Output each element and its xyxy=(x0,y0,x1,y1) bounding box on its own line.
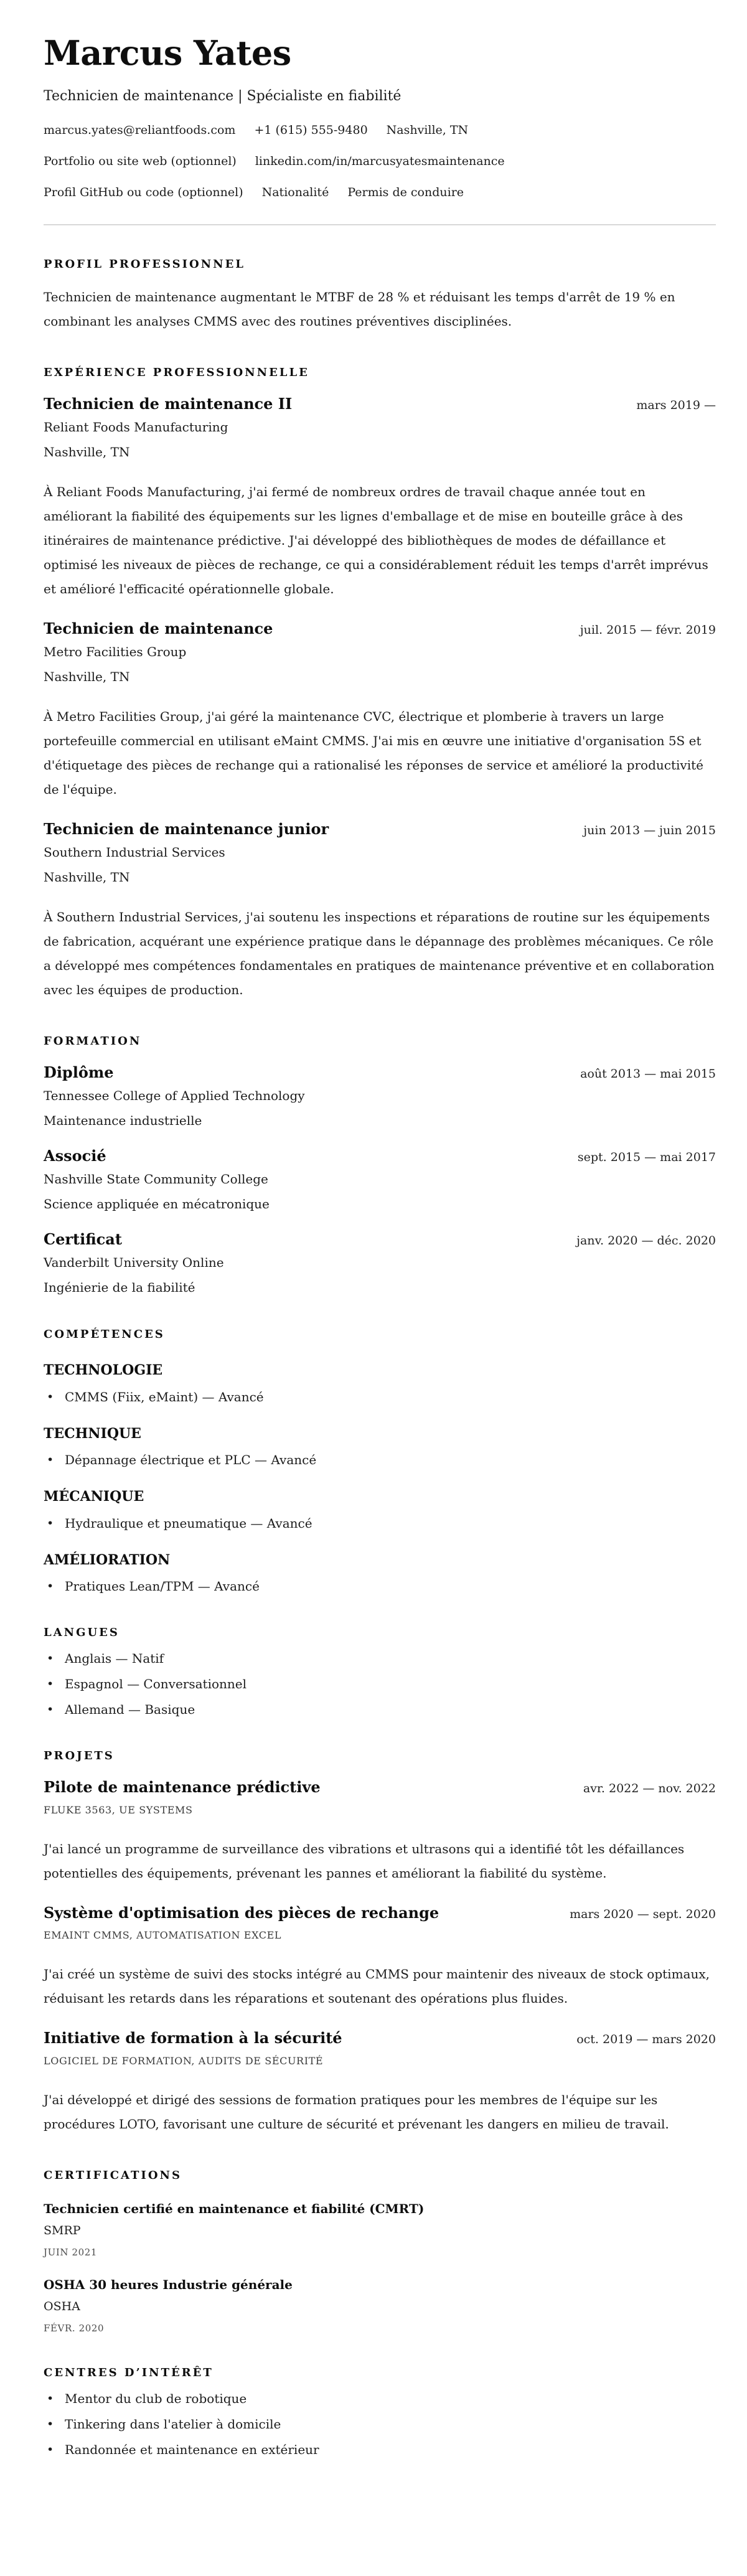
interest-item: • Mentor du club de robotique xyxy=(44,2391,716,2406)
section-profile xyxy=(44,258,716,334)
project-name: Système d'optimisation des pièces de rechange xyxy=(44,1903,439,1922)
skill-item: • CMMS (Fiix, eMaint) — Avancé xyxy=(44,1389,716,1404)
project-description: J'ai créé un système de suivi des stocks intégré au CMMS pour maintenir des niveaux de stock optimaux, réduisant les retards dans les réparations et soutenant des opérations plus fluides. xyxy=(44,1967,710,2006)
certification-issuer: OSHA xyxy=(44,2300,80,2314)
education-dates: août 2013 — mai 2015 xyxy=(580,1067,716,1081)
contact-row-1 xyxy=(44,123,716,137)
job-company: Reliant Foods Manufacturing xyxy=(44,420,228,435)
skill-group-improvement xyxy=(44,1552,716,1594)
language-list xyxy=(44,1651,716,1717)
candidate-headline: Technicien de maintenance | Spécialiste en fiabilité xyxy=(44,88,402,104)
education-entry xyxy=(44,1231,716,1295)
contact-row-3 xyxy=(44,186,716,199)
education-degree: Diplôme xyxy=(44,1063,114,1082)
project-entry xyxy=(44,1904,716,2011)
skill-group-name: MÉCANIQUE xyxy=(44,1488,144,1505)
skill-list xyxy=(44,1389,716,1404)
language-item: • Allemand — Basique xyxy=(44,1702,716,1717)
project-entry xyxy=(44,2029,716,2136)
skill-group-name: TECHNOLOGIE xyxy=(44,1362,163,1379)
interest-item: • Tinkering dans l'atelier à domicile xyxy=(44,2417,716,2432)
project-stack: LOGICIEL DE FORMATION, AUDITS DE SÉCURITÉ xyxy=(44,2055,324,2067)
language-item: • Anglais — Natif xyxy=(44,1651,716,1666)
profile-summary: Technicien de maintenance augmentant le MTBF de 28 % et réduisant les temps d'arrêt de 19 % en combinant les analyses CMMS avec des routines préventives disciplinées. xyxy=(44,289,675,329)
education-degree: Certificat xyxy=(44,1229,122,1248)
section-education xyxy=(44,1035,716,1295)
education-school: Vanderbilt University Online xyxy=(44,1254,224,1270)
certification-entry xyxy=(44,2277,716,2334)
job-entry xyxy=(44,820,716,1002)
section-title-skills: COMPÉTENCES xyxy=(44,1327,165,1341)
education-dates: janv. 2020 — déc. 2020 xyxy=(576,1233,716,1248)
project-dates: oct. 2019 — mars 2020 xyxy=(576,2033,716,2047)
project-entry-head xyxy=(44,1779,716,1797)
section-certifications xyxy=(44,2169,716,2334)
education-degree: Associé xyxy=(44,1147,106,1165)
project-dates: avr. 2022 — nov. 2022 xyxy=(583,1782,716,1796)
education-school: Nashville State Community College xyxy=(44,1171,268,1187)
skill-item: • Hydraulique et pneumatique — Avancé xyxy=(44,1516,716,1531)
interest-item: • Randonnée et maintenance en extérieur xyxy=(44,2442,716,2457)
job-entry xyxy=(44,620,716,802)
skill-item: • Dépannage électrique et PLC — Avancé xyxy=(44,1452,716,1467)
driving-license-placeholder: Permis de conduire xyxy=(347,186,464,200)
project-name: Pilote de maintenance prédictive xyxy=(44,1778,321,1797)
job-location: Nashville, TN xyxy=(44,444,130,460)
certification-issuer: SMRP xyxy=(44,2224,81,2238)
job-company: Metro Facilities Group xyxy=(44,644,187,659)
job-description: À Reliant Foods Manufacturing, j'ai fermé de nombreux ordres de travail chaque année tout en améliorant la fiabilité des équipements sur les lignes d'emballage et de mise en bouteille grâce à des itinéraires de maintenance prédictive. J'ai développé des bibliothèques de modes de défaillance et optimisé les niveaux de pièces de rechange, ce qui a considérablement réduit les temps d'arrêt imprévus et amélioré l'efficacité opérationnelle globale. xyxy=(44,484,708,597)
job-entry-head xyxy=(44,620,716,638)
job-description: À Metro Facilities Group, j'ai géré la maintenance CVC, électrique et plomberie à travers un large portefeuille commercial en utilisant eMaint CMMS. J'ai mis en œuvre une initiative d'organisation 5S et d'étiquetage des pièces de rechange qui a rationalisé les réponses de service et amélioré la productivité de l'équipe. xyxy=(44,708,703,797)
section-title-languages: LANGUES xyxy=(44,1625,120,1639)
job-location: Nashville, TN xyxy=(44,869,130,885)
email: marcus.yates@reliantfoods.com xyxy=(44,123,236,138)
certification-name: OSHA 30 heures Industrie générale xyxy=(44,2277,293,2293)
location: Nashville, TN xyxy=(386,123,469,138)
education-school: Tennessee College of Applied Technology xyxy=(44,1088,305,1104)
education-entry-head xyxy=(44,1231,716,1249)
project-name: Initiative de formation à la sécurité xyxy=(44,2029,342,2047)
education-entry xyxy=(44,1147,716,1212)
candidate-name: Marcus Yates xyxy=(44,33,291,73)
project-dates: mars 2020 — sept. 2020 xyxy=(570,1907,716,1921)
project-description: J'ai lancé un programme de surveillance des vibrations et ultrasons qui a identifié tôt les défaillances potentielles des équipements, prévenant les pannes et améliorant la fiabilité du système. xyxy=(44,1841,685,1881)
project-entry-head xyxy=(44,1904,716,1922)
job-title: Technicien de maintenance junior xyxy=(44,819,329,838)
section-title-projects: PROJETS xyxy=(44,1749,115,1762)
job-title: Technicien de maintenance II xyxy=(44,395,293,413)
job-dates: juin 2013 — juin 2015 xyxy=(583,823,716,837)
skill-group-technical xyxy=(44,1426,716,1467)
job-company: Southern Industrial Services xyxy=(44,844,225,860)
education-entry xyxy=(44,1064,716,1129)
skill-group-mechanical xyxy=(44,1488,716,1530)
contact-row-2 xyxy=(44,154,716,168)
job-title: Technicien de maintenance xyxy=(44,619,273,638)
job-dates: mars 2019 — xyxy=(636,398,716,413)
job-dates: juil. 2015 — févr. 2019 xyxy=(580,623,716,637)
skill-list xyxy=(44,1452,716,1467)
skill-list xyxy=(44,1579,716,1594)
education-entry-head xyxy=(44,1064,716,1082)
nationality-placeholder: Nationalité xyxy=(261,186,329,200)
section-projects xyxy=(44,1749,716,2136)
section-interests xyxy=(44,2366,716,2457)
project-description: J'ai développé et dirigé des sessions de formation pratiques pour les membres de l'équipe sur les procédures LOTO, favorisant une culture de sécurité et prévenant les dangers en milieu de travail. xyxy=(44,2092,669,2132)
education-entry-head xyxy=(44,1147,716,1165)
job-entry-head xyxy=(44,395,716,413)
certification-date: FÉVR. 2020 xyxy=(44,2322,105,2334)
project-stack: FLUKE 3563, UE SYSTEMS xyxy=(44,1803,193,1816)
contact-info xyxy=(44,123,716,199)
education-field: Science appliquée en mécatronique xyxy=(44,1196,270,1211)
project-entry xyxy=(44,1779,716,1886)
github-placeholder: Profil GitHub ou code (optionnel) xyxy=(44,186,243,200)
job-entry-head xyxy=(44,820,716,839)
education-field: Maintenance industrielle xyxy=(44,1113,202,1129)
language-item: • Espagnol — Conversationnel xyxy=(44,1676,716,1691)
section-title-education: FORMATION xyxy=(44,1034,142,1048)
certification-name: Technicien certifié en maintenance et fiabilité (CMRT) xyxy=(44,2201,425,2217)
interest-list xyxy=(44,2391,716,2457)
section-experience xyxy=(44,366,716,1002)
section-skills xyxy=(44,1328,716,1594)
job-entry xyxy=(44,395,716,601)
job-description: À Southern Industrial Services, j'ai soutenu les inspections et réparations de routine sur les équipements de fabrication, acquérant une expérience pratique dans le dépannage des problèmes mécaniques. Ce rôle a développé mes compétences fondamentales en pratiques de maintenance préventive et en collaboration avec les équipes de production. xyxy=(44,909,715,997)
skill-group-name: AMÉLIORATION xyxy=(44,1551,171,1568)
section-title-experience: EXPÉRIENCE PROFESSIONNELLE xyxy=(44,365,309,379)
job-location: Nashville, TN xyxy=(44,669,130,684)
skill-list xyxy=(44,1516,716,1531)
certification-entry xyxy=(44,2201,716,2258)
section-title-interests: CENTRES D’INTÉRÊT xyxy=(44,2366,214,2379)
linkedin-url: linkedin.com/in/marcusyatesmaintenance xyxy=(255,154,505,169)
education-field: Ingénierie de la fiabilité xyxy=(44,1279,195,1295)
project-entry-head xyxy=(44,2029,716,2047)
certification-date: JUIN 2021 xyxy=(44,2247,98,2259)
project-stack: EMAINT CMMS, AUTOMATISATION EXCEL xyxy=(44,1929,282,1942)
header-divider xyxy=(44,224,716,225)
skill-group-name: TECHNIQUE xyxy=(44,1425,141,1442)
section-title-profile: PROFIL PROFESSIONNEL xyxy=(44,258,245,271)
skill-item: • Pratiques Lean/TPM — Avancé xyxy=(44,1579,716,1594)
skill-group-technology xyxy=(44,1362,716,1404)
education-dates: sept. 2015 — mai 2017 xyxy=(577,1150,716,1165)
phone: +1 (615) 555-9480 xyxy=(254,123,368,138)
portfolio-placeholder: Portfolio ou site web (optionnel) xyxy=(44,154,237,169)
section-languages xyxy=(44,1626,716,1717)
section-title-certifications: CERTIFICATIONS xyxy=(44,2168,182,2182)
